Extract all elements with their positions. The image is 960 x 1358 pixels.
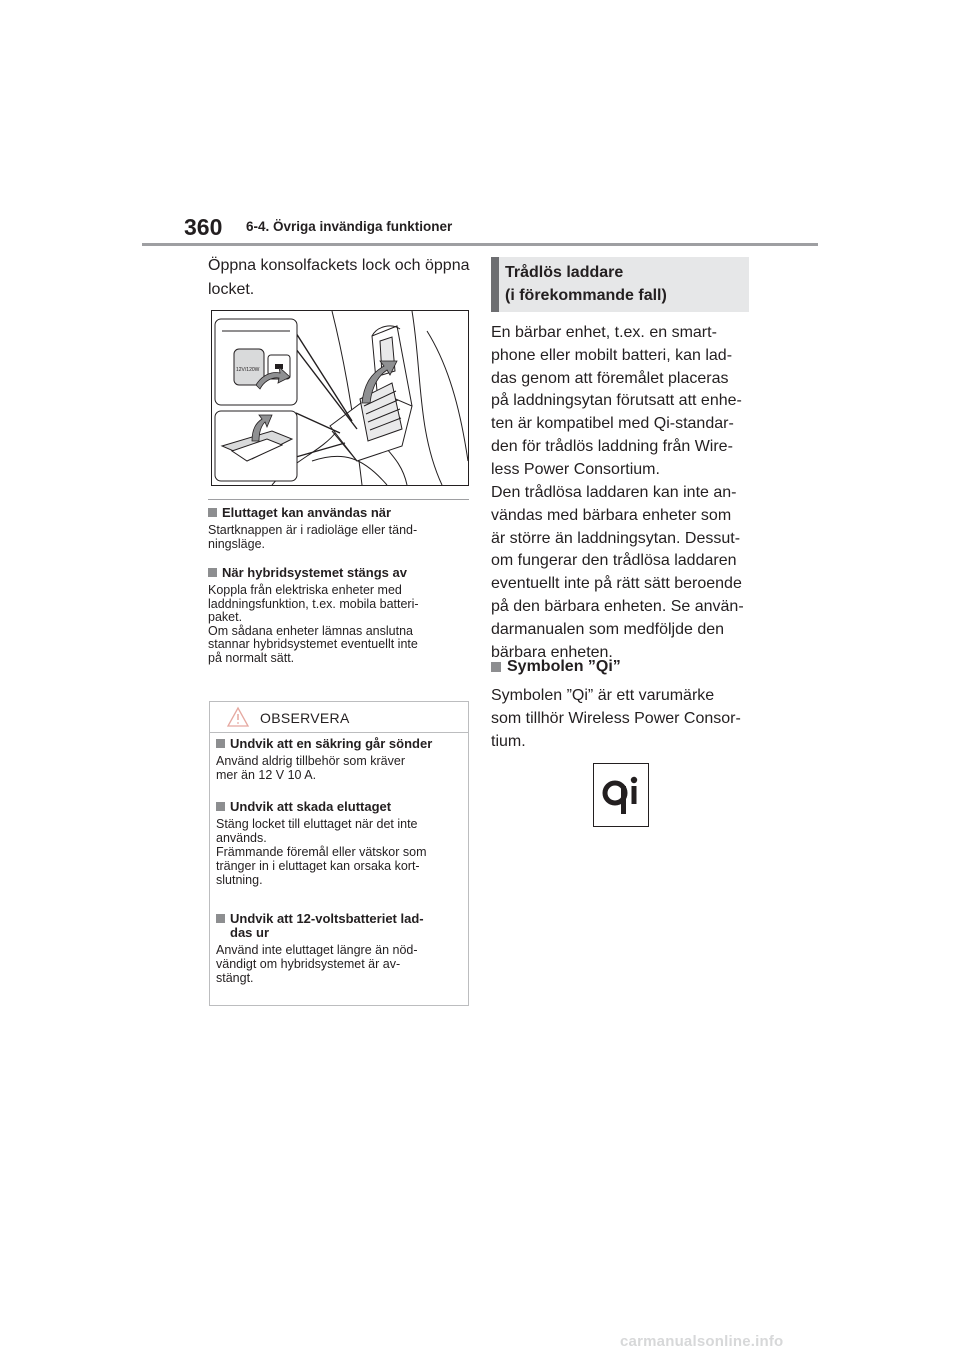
intro-text: Öppna konsolfackets lock och öppna locket. <box>208 257 470 298</box>
wireless-charger-limitations: Den trådlösa laddaren kan inte an- vändas med bärbara enheter som är större än laddningsytan. Dessut- om fungerar den trådlösa laddaren eventuellt inte på rätt sätt beroende på den bärbara enheten. Se använ- darmanualen som medföljde den bärbara enheten. <box>491 484 744 661</box>
header-rule <box>142 243 818 246</box>
warning-triangle-icon <box>226 706 250 728</box>
caution-item-heading: Undvik att en säkring går sönder <box>216 737 466 751</box>
section-title: Trådlös laddare (i förekommande fall) <box>505 264 667 304</box>
section-heading-box <box>491 257 749 312</box>
caution-item-body: Använd inte eluttaget längre än nöd- vändigt om hybridsystemet är av- stängt. <box>216 943 418 985</box>
qi-logo-icon <box>594 764 648 826</box>
caution-title: OBSERVERA <box>260 710 350 726</box>
note-heading: Eluttaget kan användas när <box>208 505 470 521</box>
square-bullet-icon <box>208 508 217 517</box>
caution-item-battery <box>216 912 466 985</box>
caution-header <box>210 702 468 733</box>
section-header: 6-4. Övriga invändiga funktioner <box>246 219 453 234</box>
wireless-charger-description: En bärbar enhet, t.ex. en smart- phone eller mobilt batteri, kan lad- das genom att föremålet placeras på laddningsytan förutsatt att enhe- ten är kompatibel med Qi-standar- den för trådlös laddning från Wire- less Power Consortium. <box>491 324 742 478</box>
page-number: 360 <box>184 214 223 240</box>
note-body: Startknappen är i radioläge eller tänd- ningsläge. <box>208 523 418 551</box>
note-hybrid-off <box>208 565 470 665</box>
caution-item-heading: Undvik att 12-voltsbatteriet lad- das ur <box>216 912 466 940</box>
watermark: carmanualsonline.info <box>620 1333 784 1350</box>
caution-item-body: Använd aldrig tillbehör som kräver mer än 12 V 10 A. <box>216 754 405 782</box>
note-outlet-usable <box>208 505 470 551</box>
note-body: Koppla från elektriska enheter med laddningsfunktion, t.ex. mobila batteri- paket. Om sådana enheter lämnas anslutna stannar hybridsystemet eventuellt inte på normalt sätt. <box>208 583 419 665</box>
qi-logo <box>593 763 649 827</box>
caution-item-heading: Undvik att skada eluttaget <box>216 800 466 814</box>
square-bullet-icon <box>216 739 225 748</box>
caution-item-body: Stäng locket till eluttaget när det inte används. Främmande föremål eller vätskor som tränger in i eluttaget kan orsaka kort- slutning. <box>216 817 427 887</box>
qi-symbol-description: Symbolen ”Qi” är ett varumärke som tillhör Wireless Power Consor- tium. <box>491 687 741 750</box>
caution-item-fuse <box>216 737 466 782</box>
square-bullet-icon <box>491 662 501 672</box>
qi-symbol-heading: Symbolen ”Qi” <box>491 658 621 676</box>
caution-item-outlet-damage <box>216 800 466 887</box>
section-heading-bar <box>491 257 499 312</box>
square-bullet-icon <box>208 568 217 577</box>
console-outlet-illustration <box>211 310 469 486</box>
console-illustration-svg <box>212 311 468 485</box>
note-heading: När hybridsystemet stängs av <box>208 565 470 581</box>
square-bullet-icon <box>216 914 225 923</box>
square-bullet-icon <box>216 802 225 811</box>
notes-divider <box>208 499 469 500</box>
caution-box <box>209 701 469 1006</box>
outlet-rating-label: 12V/120W <box>236 367 260 373</box>
